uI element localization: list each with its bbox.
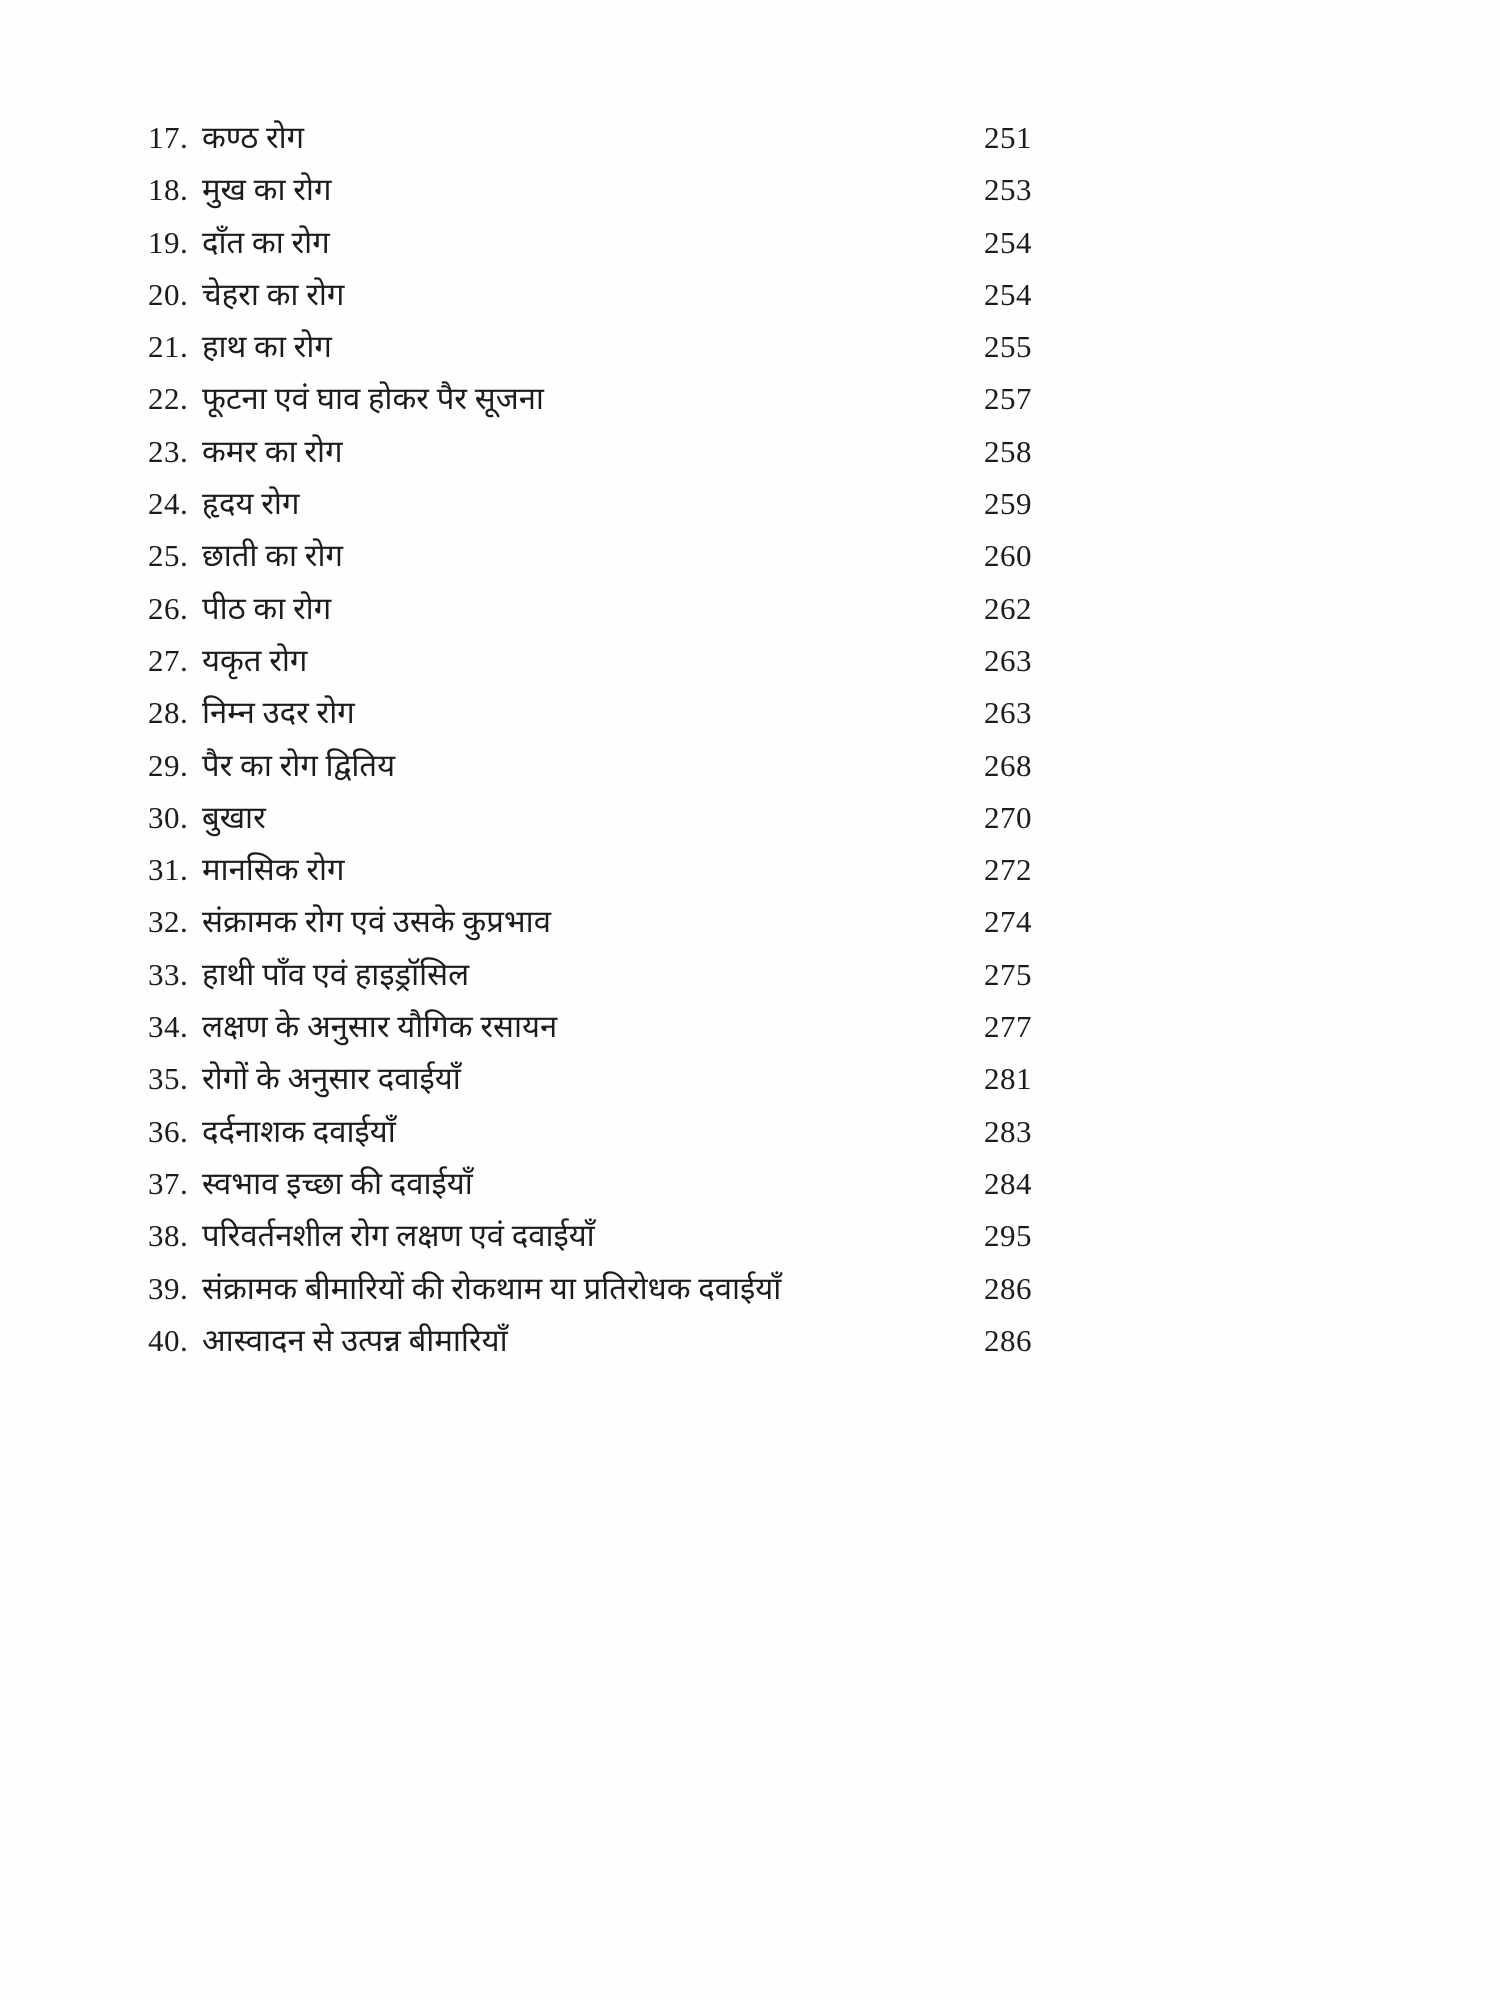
toc-entry-title: पैर का रोग द्वितिय [202,747,396,783]
toc-entry-title: परिवर्तनशील रोग लक्षण एवं दवाईयाँ [202,1218,595,1254]
toc-entry-title: यकृत रोग [202,642,308,678]
toc-entry-number: 35. [148,1061,189,1097]
toc-entry-title: रोगों के अनुसार दवाईयाँ [202,1061,461,1097]
toc-entry-number: 38. [148,1218,189,1254]
toc-row [148,1106,1032,1158]
toc-entry-page-number: 262 [984,590,1032,626]
toc-entry-number: 33. [148,956,189,992]
toc-entry-page-number: 286 [984,1270,1032,1306]
toc-row [148,792,1032,844]
toc-row [148,635,1032,687]
toc-entry-page-number: 255 [984,329,1032,365]
toc-entry-title: दाँत का रोग [202,224,330,260]
toc-entry-page-number: 263 [984,695,1032,731]
toc-row [148,164,1032,216]
toc-entry-number: 39. [148,1270,189,1306]
toc-row [148,530,1032,582]
toc-row [148,112,1032,164]
toc-entry-page-number: 263 [984,642,1032,678]
toc-entry-number: 24. [148,486,189,522]
toc-entry-page-number: 257 [984,381,1032,417]
toc-entry-title: हाथ का रोग [202,329,332,365]
toc-entry-page-number: 274 [984,904,1032,940]
toc-entry-title: स्वभाव इच्छा की दवाईयाँ [202,1165,473,1201]
toc-entry-page-number: 258 [984,433,1032,469]
toc-entry-number: 29. [148,747,189,783]
toc-entry-title: हाथी पाँव एवं हाइड्रॉसिल [202,956,470,992]
toc-entry-title: दर्दनाशक दवाईयाँ [202,1113,396,1149]
toc-row [148,1210,1032,1262]
toc-entry-title: पीठ का रोग [202,590,332,626]
toc-entry-page-number: 254 [984,224,1032,260]
toc-entry-title: संक्रामक रोग एवं उसके कुप्रभाव [202,904,551,940]
toc-entry-number: 19. [148,224,189,260]
toc-row [148,321,1032,373]
toc-row [148,844,1032,896]
toc-row [148,1315,1032,1367]
toc-entry-page-number: 295 [984,1218,1032,1254]
toc-entry-number: 21. [148,329,189,365]
table-of-contents [148,112,1032,1367]
toc-row [148,687,1032,739]
toc-row [148,217,1032,269]
toc-entry-number: 18. [148,172,189,208]
toc-row [148,1263,1032,1315]
toc-entry-title: कण्ठ रोग [202,120,305,155]
toc-entry-page-number: 254 [984,276,1032,312]
toc-row [148,1158,1032,1210]
toc-row [148,1001,1032,1053]
toc-entry-title: आस्वादन से उत्पन्न बीमारियाँ [202,1322,508,1358]
toc-entry-title: हृदय रोग [202,486,300,522]
toc-entry-page-number: 260 [984,538,1032,574]
toc-row [148,1053,1032,1105]
toc-row [148,740,1032,792]
toc-entry-page-number: 251 [984,120,1032,155]
toc-row [148,949,1032,1001]
toc-entry-number: 34. [148,1009,189,1045]
toc-entry-number: 37. [148,1165,189,1201]
toc-entry-title: मुख का रोग [202,172,332,208]
toc-entry-number: 32. [148,904,189,940]
toc-row [148,373,1032,425]
toc-row [148,426,1032,478]
toc-row [148,269,1032,321]
toc-entry-number: 31. [148,852,189,888]
toc-entry-title: निम्न उदर रोग [202,695,355,731]
toc-entry-title: चेहरा का रोग [202,276,345,312]
toc-entry-title: संक्रामक बीमारियों की रोकथाम या प्रतिरोधक दवाईयाँ [202,1270,782,1306]
toc-entry-title: मानसिक रोग [202,852,345,888]
toc-entry-number: 27. [148,642,189,678]
toc-entry-title: लक्षण के अनुसार यौगिक रसायन [202,1009,558,1045]
toc-entry-number: 20. [148,276,189,312]
toc-entry-number: 22. [148,381,189,417]
toc-entry-number: 40. [148,1322,189,1358]
toc-entry-title: कमर का रोग [202,433,343,469]
toc-entry-title: छाती का रोग [202,538,343,574]
toc-entry-number: 25. [148,538,189,574]
toc-entry-page-number: 284 [984,1165,1032,1201]
toc-entry-number: 30. [148,799,189,835]
toc-entry-page-number: 268 [984,747,1032,783]
toc-entry-number: 36. [148,1113,189,1149]
toc-entry-page-number: 253 [984,172,1032,208]
toc-entry-page-number: 283 [984,1113,1032,1149]
toc-entry-page-number: 281 [984,1061,1032,1097]
toc-row [148,583,1032,635]
toc-entry-page-number: 277 [984,1009,1032,1045]
toc-entry-title: बुखार [202,799,266,835]
toc-entry-page-number: 272 [984,852,1032,888]
toc-entry-number: 28. [148,695,189,731]
toc-entry-page-number: 259 [984,486,1032,522]
toc-entry-number: 23. [148,433,189,469]
toc-entry-title: फूटना एवं घाव होकर पैर सूजना [202,381,544,417]
toc-row [148,478,1032,530]
toc-entry-number: 26. [148,590,189,626]
toc-entry-page-number: 270 [984,799,1032,835]
toc-entry-page-number: 275 [984,956,1032,992]
toc-row [148,896,1032,948]
toc-entry-number: 17. [148,120,189,155]
toc-entry-page-number: 286 [984,1322,1032,1358]
